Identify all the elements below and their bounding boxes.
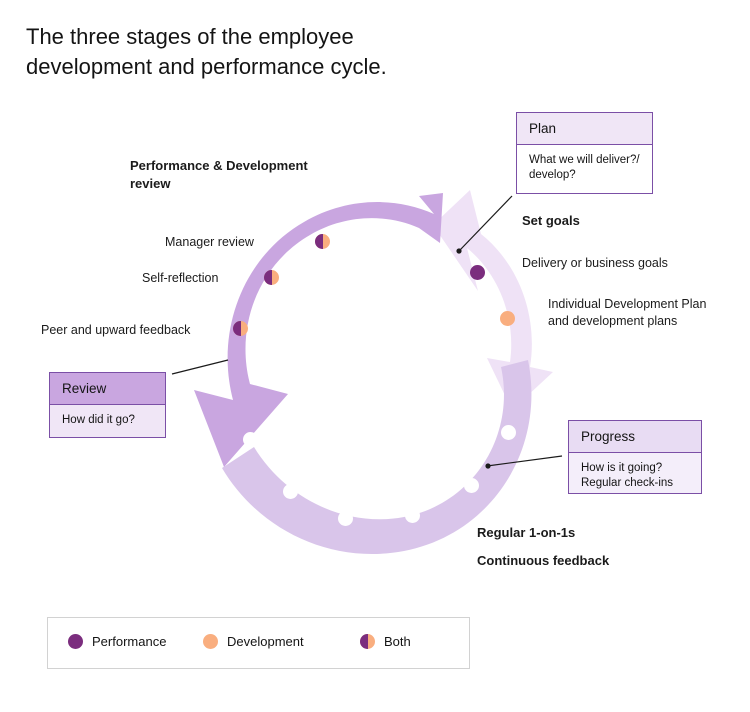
marker-checkin-2 <box>464 478 479 493</box>
legend <box>47 617 470 669</box>
callout-plan-heading: Plan <box>517 113 652 145</box>
label-regular-one-on-ones: Regular 1-on-1s <box>477 525 576 540</box>
marker-peer-feedback <box>233 321 248 336</box>
callout-plan-body: What we will deliver?/ develop? <box>517 145 652 193</box>
marker-checkin-5 <box>283 484 298 499</box>
label-peer-and-upward-feedback: Peer and upward feedback <box>41 323 191 337</box>
marker-checkin-1 <box>501 425 516 440</box>
legend-item-both <box>360 634 411 649</box>
marker-development-plan <box>500 311 515 326</box>
marker-checkin-6 <box>243 432 258 447</box>
performance-dot-icon <box>68 634 83 649</box>
development-dot-icon <box>203 634 218 649</box>
legend-label-performance: Performance <box>92 634 167 649</box>
marker-checkin-4 <box>338 511 353 526</box>
page-title <box>26 22 546 82</box>
callout-review-body: How did it go? <box>50 405 165 437</box>
label-self-reflection: Self-reflection <box>142 271 219 285</box>
callout-progress-body: How is it going? Regular check-ins <box>569 453 701 493</box>
label-manager-review: Manager review <box>165 235 254 249</box>
callout-review-heading: Review <box>50 373 165 405</box>
title-line-1: The three stages of the employee <box>26 24 354 49</box>
review-leader-line <box>172 360 228 374</box>
label-individual-development-plan: Individual Development Plan and development plans <box>548 297 707 328</box>
label-delivery-or-business-goals: Delivery or business goals <box>522 256 668 270</box>
callout-progress-heading: Progress <box>569 421 701 453</box>
callout-plan[interactable] <box>516 112 653 194</box>
label-continuous-feedback: Continuous feedback <box>477 553 610 568</box>
label-performance-development-review: Performance & Development review <box>130 158 308 191</box>
marker-checkin-3 <box>405 508 420 523</box>
legend-item-performance <box>68 634 166 649</box>
marker-set-goals <box>470 265 485 280</box>
legend-label-both: Both <box>384 634 411 649</box>
title-line-2: development and performance cycle. <box>26 54 387 79</box>
callout-progress[interactable] <box>568 420 702 494</box>
label-set-goals: Set goals <box>522 213 580 228</box>
both-half-dot-icon <box>360 634 375 649</box>
legend-label-development: Development <box>227 634 304 649</box>
legend-item-development <box>203 634 304 649</box>
marker-manager-review <box>315 234 330 249</box>
callout-review[interactable] <box>49 372 166 438</box>
marker-self-reflection <box>264 270 279 285</box>
